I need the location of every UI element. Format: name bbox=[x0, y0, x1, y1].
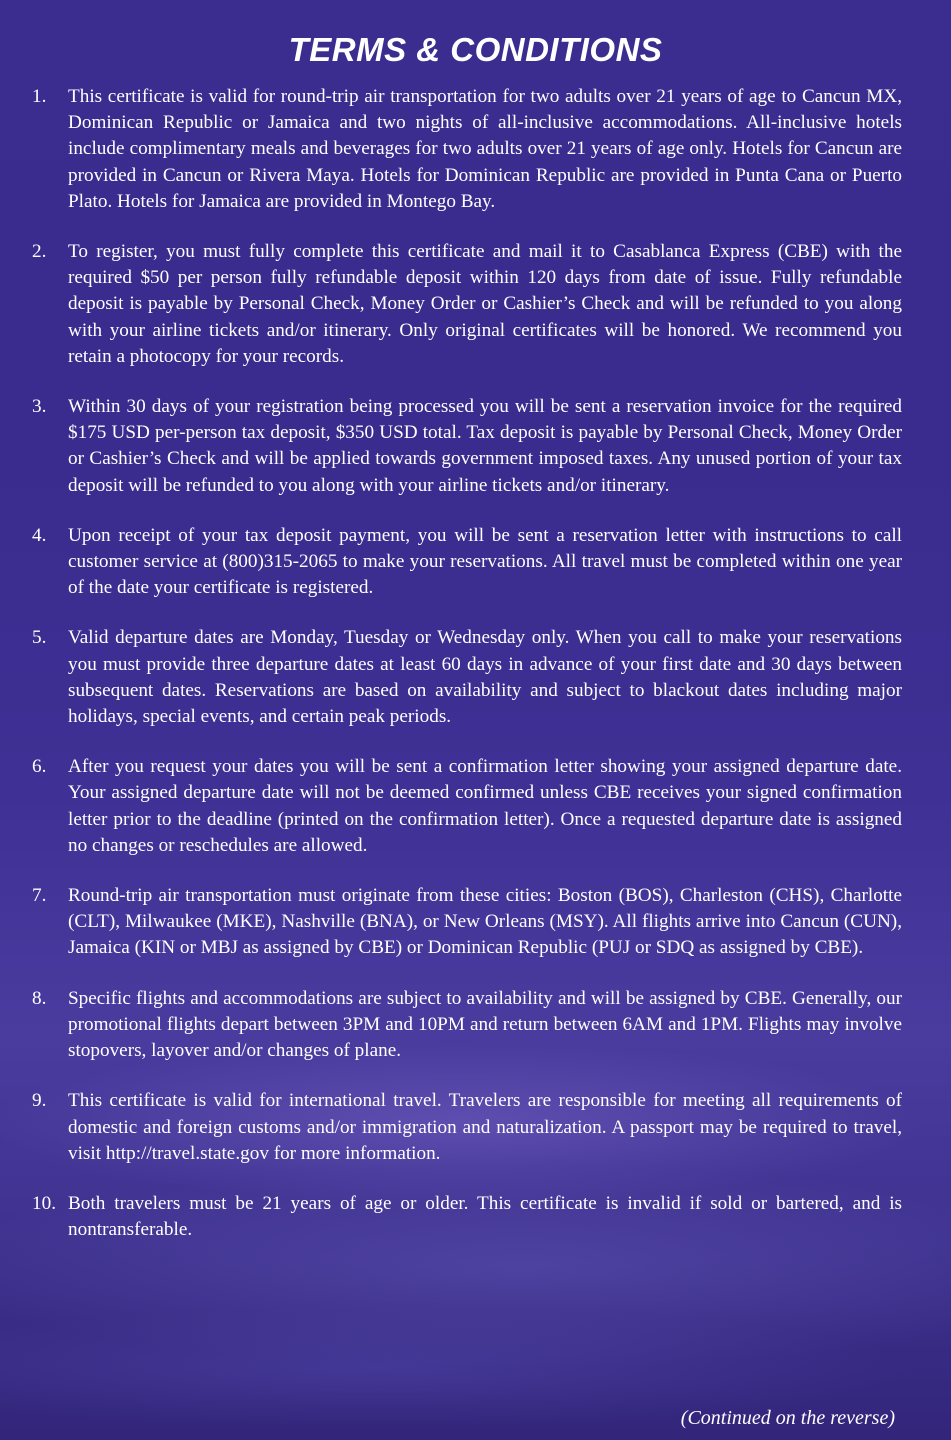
list-item bbox=[32, 394, 902, 499]
term-number: 6. bbox=[32, 756, 47, 778]
term-text: Within 30 days of your registration being processed you will be sent a reservation invoice for the required $175 USD per-person tax deposit, $350 USD total. Tax deposit is payable by Personal Check, Money Order or Cashier’s Check and will be applied towards government imposed taxes. Any unused portion of your tax deposit will be refunded to you along with your airline tickets and/or itinerary. bbox=[68, 396, 902, 496]
list-item bbox=[32, 239, 902, 370]
term-number: 5. bbox=[32, 627, 47, 649]
term-text: Valid departure dates are Monday, Tuesday or Wednesday only. When you call to make your reservations you must provide three departure dates at least 60 days in advance of your first date and 30 days between subsequent dates. Reservations are based on availability and subject to blackout dates including major holidays, special events, and certain peak periods. bbox=[68, 627, 902, 728]
term-text: After you request your dates you will be sent a confirmation letter showing your assigned departure date. Your assigned departure date will not be deemed confirmed unless CBE receives your signed confirmation letter prior to the deadline (printed on the confirmation letter). Once a requested departure date is assigned no changes or reschedules are allowed. bbox=[68, 756, 902, 856]
term-text: Upon receipt of your tax deposit payment, you will be sent a reservation letter with instructions to call customer service at (800)315-2065 to make your reservations. All travel must be completed within one year of the date your certificate is registered. bbox=[68, 524, 902, 599]
continued-note: (Continued on the reverse) bbox=[680, 1407, 895, 1429]
term-number: 2. bbox=[32, 241, 47, 263]
list-item bbox=[32, 625, 902, 730]
term-text: Both travelers must be 21 years of age or older. This certificate is invalid if sold or bartered, and is nontransferable. bbox=[68, 1192, 902, 1241]
list-item bbox=[32, 84, 902, 215]
term-text: Round-trip air transportation must originate from these cities: Boston (BOS), Charleston (CHS), Charlotte (CLT), Milwaukee (MKE), Nashville (BNA), or New Orleans (MSY). All flights arrive into Cancun (CUN), Jamaica (KIN or MBJ as assigned by CBE) or Dominican Republic (PUJ or SDQ as assigned by CBE). bbox=[68, 885, 902, 959]
term-number: 4. bbox=[32, 524, 47, 546]
list-item bbox=[32, 754, 902, 859]
term-number: 10. bbox=[32, 1192, 56, 1214]
term-text: To register, you must fully complete this certificate and mail it to Casablanca Express (CBE) with the required $50 per person fully refundable deposit within 120 days from date of issue. Fully refundable deposit is payable by Personal Check, Money Order or Cashier’s Check and will be refunded to you along with your airline tickets and/or itinerary. Only original certificates will be honored. We recommend you retain a photocopy for your records. bbox=[68, 241, 902, 367]
list-item bbox=[32, 986, 902, 1065]
term-number: 8. bbox=[32, 987, 47, 1009]
term-number: 7. bbox=[32, 885, 47, 907]
term-number: 3. bbox=[32, 396, 47, 418]
list-item bbox=[32, 883, 902, 962]
term-number: 9. bbox=[32, 1090, 47, 1112]
page-title: TERMS & CONDITIONS bbox=[288, 31, 663, 68]
term-number: 1. bbox=[32, 86, 47, 107]
term-text: This certificate is valid for international travel. Travelers are responsible for meeting all requirements of domestic and foreign customs and/or immigration and naturalization. A passport may be required to travel, visit http://travel.state.gov for more information. bbox=[68, 1090, 902, 1164]
term-text: This certificate is valid for round-trip air transportation for two adults over 21 years of age to Cancun MX, Dominican Republic or Jamaica and two nights of all-inclusive accommodations. All-inclusive hotels include complimentary meals and beverages for two adults over 21 years of age only. Hotels for Cancun are provided in Cancun or Rivera Maya. Hotels for Dominican Republic are provided in Punta Cana or Puerto Plato. Hotels for Jamaica are provided in Montego Bay. bbox=[68, 86, 902, 212]
list-item bbox=[32, 523, 902, 602]
term-text: Specific flights and accommodations are subject to availability and will be assigned by CBE. Generally, our promotional flights depart between 3PM and 10PM and return between 6AM and 1PM. Flights may involve stopovers, layover and/or changes of plane. bbox=[68, 987, 902, 1062]
list-item bbox=[32, 1191, 902, 1243]
list-item bbox=[32, 1088, 902, 1167]
terms-list bbox=[32, 84, 902, 1267]
